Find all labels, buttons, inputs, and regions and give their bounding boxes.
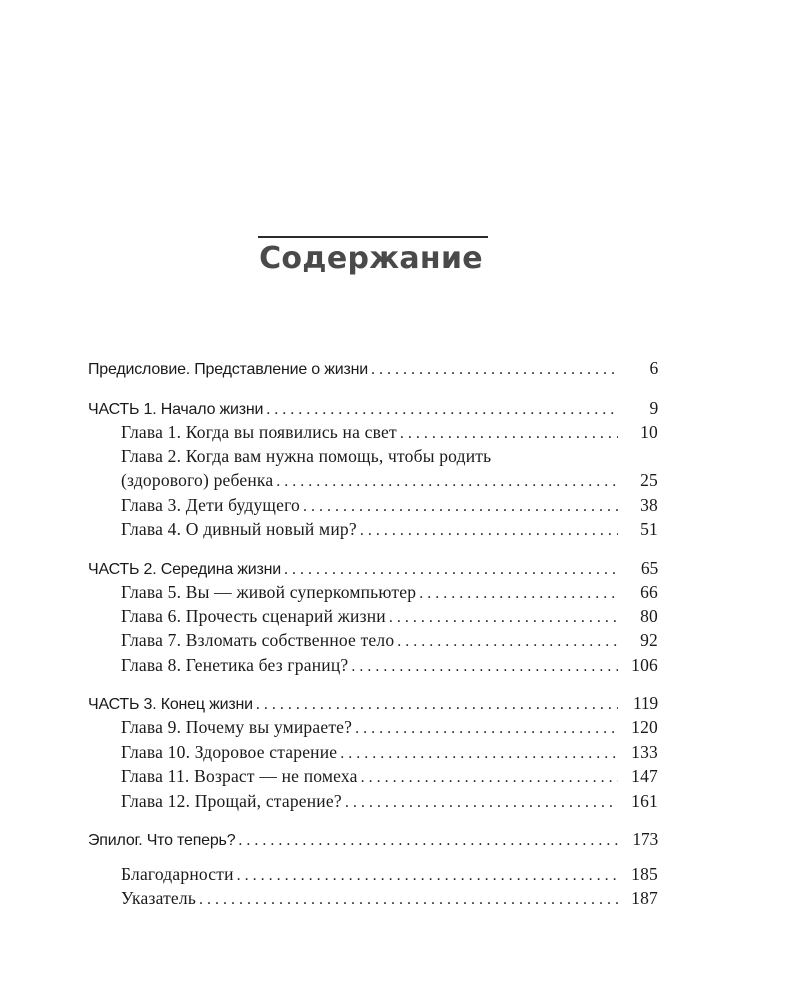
- toc-entry-text: ЧАСТЬ 1. Начало жизни: [88, 401, 264, 418]
- toc-entry-text: Благодарности: [121, 864, 234, 884]
- toc-entry-page: 92: [640, 630, 658, 650]
- toc-entry: [121, 628, 658, 652]
- toc-leader: [266, 398, 618, 422]
- toc-entry-page: 66: [640, 582, 658, 602]
- toc-entry-page: 133: [631, 742, 658, 762]
- toc-entry: [121, 789, 658, 813]
- toc-entry: [88, 356, 658, 380]
- toc-entry: [121, 493, 658, 517]
- toc-entry-text: Глава 2. Когда вам нужна помощь, чтобы родить: [121, 446, 492, 466]
- toc-entry-text: ЧАСТЬ 2. Середина жизни: [88, 561, 282, 578]
- toc-leader: [345, 791, 618, 815]
- toc-entry: [121, 653, 658, 677]
- title-rule: [258, 236, 488, 238]
- toc-leader: [237, 864, 618, 888]
- toc-entry: [121, 886, 658, 910]
- toc-entry: [121, 740, 658, 764]
- toc-leader: [419, 582, 618, 606]
- toc-entry-page: 9: [649, 398, 658, 418]
- toc-entry: [88, 556, 658, 580]
- toc-entry-page: 65: [640, 558, 658, 578]
- toc-entry-text: Глава 6. Прочесть сценарий жизни: [121, 606, 386, 626]
- toc-leader: [284, 558, 618, 582]
- toc-entry: [121, 604, 658, 628]
- toc-leader: [256, 693, 618, 717]
- toc-entry-text: ЧАСТЬ 3. Конец жизни: [88, 696, 253, 713]
- toc-entry-page: 51: [640, 519, 658, 539]
- toc-leader: [199, 888, 618, 912]
- toc-entry: [121, 444, 658, 468]
- toc-entry-page: 119: [632, 693, 658, 713]
- toc-entry-page: 187: [631, 888, 658, 908]
- toc-entry: [88, 827, 658, 851]
- toc-entry-text: (здорового) ребенка: [121, 470, 274, 490]
- toc-leader: [397, 630, 618, 654]
- toc-entry-text: Эпилог. Что теперь?: [88, 832, 236, 849]
- toc-entry-text: Глава 7. Взломать собственное тело: [121, 630, 395, 650]
- page-title: Содержание: [259, 241, 483, 276]
- toc-leader: [371, 358, 618, 382]
- toc-entry: [88, 396, 658, 420]
- toc-entry-text: Глава 10. Здоровое старение: [121, 742, 338, 762]
- toc-entry-text: Глава 4. О дивный новый мир?: [121, 519, 357, 539]
- toc-entry: [121, 764, 658, 788]
- toc-entry-text: Глава 11. Возраст — не помеха: [121, 766, 358, 786]
- toc-entry-page: 80: [640, 606, 658, 626]
- toc-entry: [121, 420, 658, 444]
- toc-leader: [355, 717, 618, 741]
- toc-entry-text: Глава 1. Когда вы появились на свет: [121, 422, 397, 442]
- toc-leader: [389, 606, 618, 630]
- toc-entry-text: Глава 9. Почему вы умираете?: [121, 717, 353, 737]
- toc-entry-text: Глава 3. Дети будущего: [121, 495, 300, 515]
- toc-leader: [351, 655, 618, 679]
- toc-entry: [121, 580, 658, 604]
- toc-entry-text: Указатель: [121, 888, 197, 908]
- toc-entry-text: Предисловие. Представление о жизни: [88, 361, 368, 378]
- toc-entry-page: 10: [640, 422, 658, 442]
- toc-entry-text: Глава 5. Вы — живой суперкомпьютер: [121, 582, 417, 602]
- toc-leader: [238, 829, 618, 853]
- toc-entry: [121, 862, 658, 886]
- toc-leader: [360, 519, 618, 543]
- toc-entry-page: 106: [631, 655, 658, 675]
- toc-entry-text: Глава 12. Прощай, старение?: [121, 791, 342, 811]
- toc-leader: [340, 742, 618, 766]
- toc-entry-page: 147: [631, 766, 658, 786]
- toc-leader: [361, 766, 618, 790]
- toc-entry-page: 25: [640, 470, 658, 490]
- toc-entry: [121, 715, 658, 739]
- toc-entry: [121, 517, 658, 541]
- toc-leader: [303, 495, 618, 519]
- toc-entry-page: 120: [631, 717, 658, 737]
- toc-entry-text: Глава 8. Генетика без границ?: [121, 655, 349, 675]
- toc-entry-page: 38: [640, 495, 658, 515]
- toc-leader: [276, 470, 618, 494]
- toc-entry-page: 161: [631, 791, 658, 811]
- toc-entry: [88, 691, 658, 715]
- toc-entry-page: 173: [632, 829, 658, 849]
- toc-entry-page: 6: [649, 358, 658, 378]
- toc-entry: [121, 468, 658, 492]
- toc-entry-page: 185: [631, 864, 658, 884]
- toc-leader: [400, 422, 618, 446]
